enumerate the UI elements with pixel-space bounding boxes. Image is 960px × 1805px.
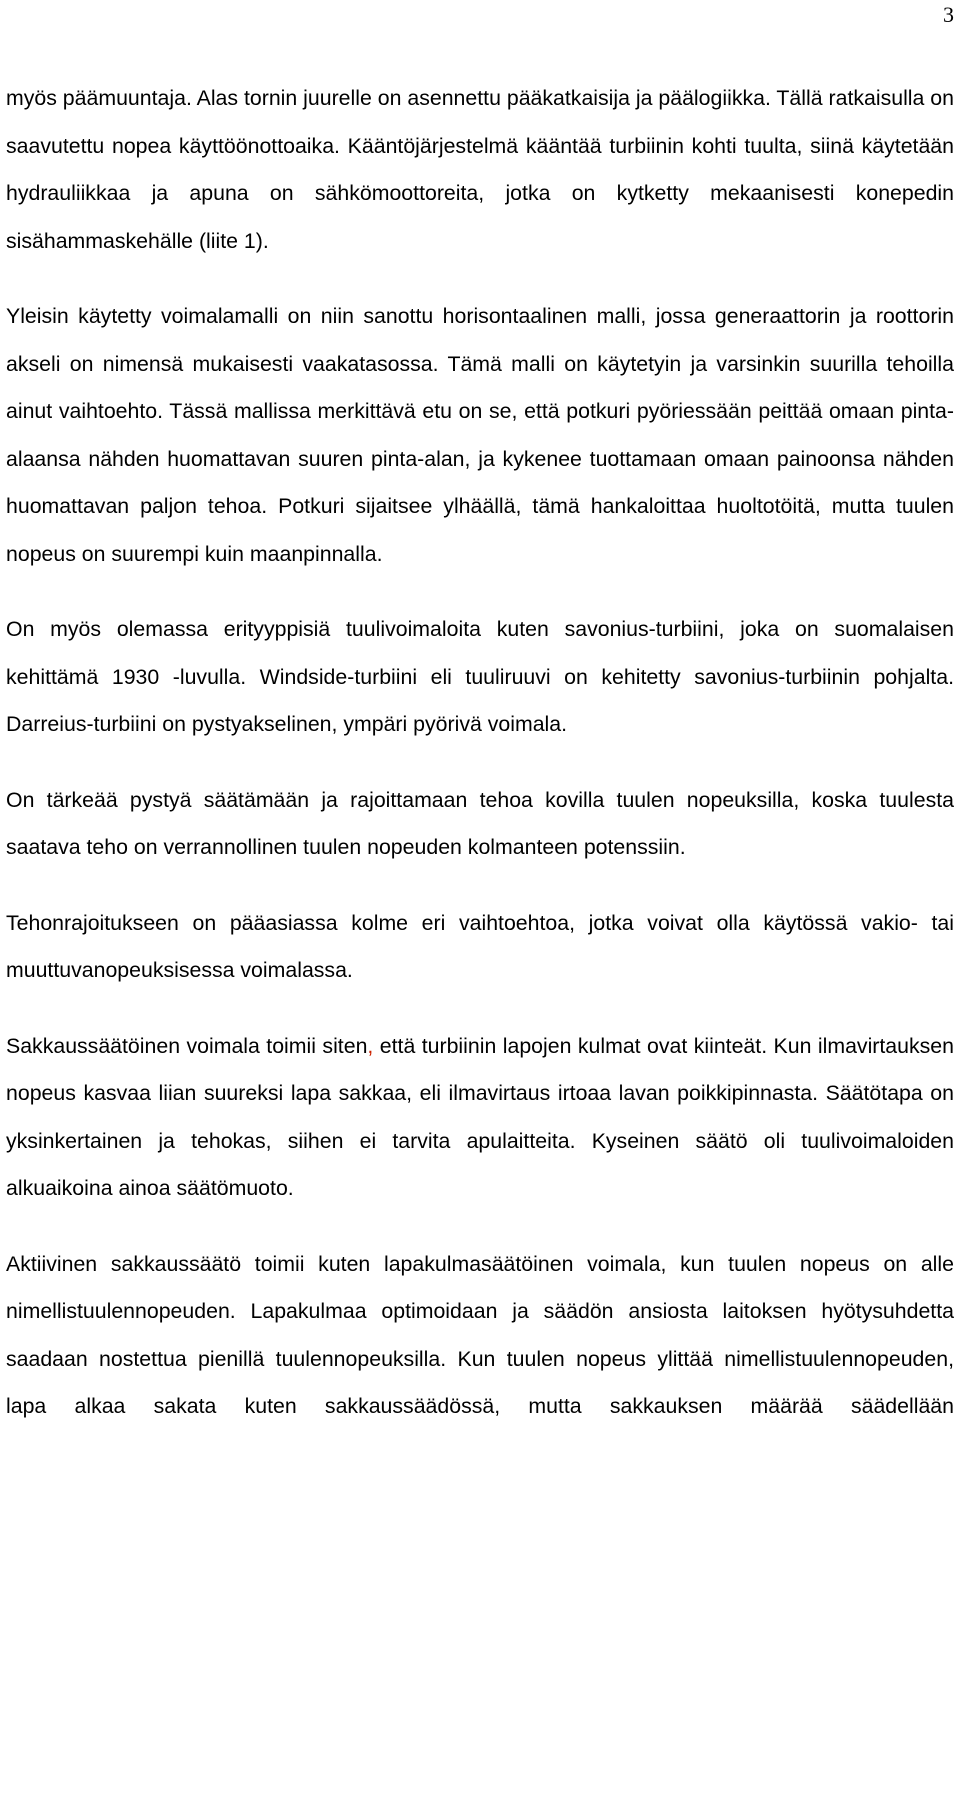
page-number: 3: [943, 2, 954, 27]
document-body: [6, 75, 954, 1459]
paragraph-6-rest: että turbiinin lapojen kulmat ovat kiinteät. Kun ilmavirtauksen nopeus kasvaa liian suureksi lapa sakkaa, eli ilmavirtaus irtoaa lavan poikkipinnasta. Säätötapa on yksinkertainen ja tehokas, siihen ei tarvita apulaitteita. Kyseinen säätö oli tuulivoimaloiden alkuaikoina ainoa säätömuoto.: [6, 1033, 954, 1200]
highlighted-comma: ,: [367, 1033, 374, 1058]
paragraph-6: [6, 1023, 954, 1213]
paragraph-4: On tärkeää pystyä säätämään ja rajoittamaan tehoa kovilla tuulen nopeuksilla, koska tuulesta saatava teho on verrannollinen tuulen nopeuden kolmanteen potenssiin.: [6, 787, 954, 859]
paragraph-6-start: Sakkaussäätöinen voimala toimii siten: [6, 1033, 368, 1058]
paragraph-1: myös päämuuntaja. Alas tornin juurelle on asennettu pääkatkaisija ja päälogiikka. Tällä ratkaisulla on saavutettu nopea käyttöönottoaika. Kääntöjärjestelmä kääntää turbiinin kohti tuulta, siinä käytetään hydrauliikkaa ja apuna on sähkömoottoreita, jotka on kytketty mekaanisesti konepedin sisähammaskehälle (liite 1).: [6, 86, 954, 253]
paragraph-3: On myös olemassa erityyppisiä tuulivoimaloita kuten savonius-turbiini, joka on suomalaisen kehittämä 1930 -luvulla. Windside-turbiini eli tuuliruuvi on kehitetty savonius-turbiinin pohjalta. Darreius-turbiini on pystyakselinen, ympäri pyörivä voimala.: [6, 617, 954, 736]
paragraph-5: Tehonrajoitukseen on pääasiassa kolme eri vaihtoehtoa, jotka voivat olla käytössä vakio- tai muuttuvanopeuksisessa voimalassa.: [6, 910, 954, 982]
paragraph-2: Yleisin käytetty voimalamalli on niin sanottu horisontaalinen malli, jossa generaattorin ja roottorin akseli on nimensä mukaisesti vaakatasossa. Tämä malli on käytetyin ja varsinkin suurilla tehoilla ainut vaihtoehto. Tässä mallissa merkittävä etu on se, että potkuri pyöriessään peittää omaan pinta-alaansa nähden huomattavan suuren pinta-alan, ja kykenee tuottamaan omaan painoonsa nähden huomattavan paljon tehoa. Potkuri sijaitsee ylhäällä, tämä hankaloittaa huoltotöitä, mutta tuulen nopeus on suurempi kuin maanpinnalla.: [6, 304, 954, 566]
paragraph-7: Aktiivinen sakkaussäätö toimii kuten lapakulmasäätöinen voimala, kun tuulen nopeus on alle nimellistuulennopeuden. Lapakulmaa optimoidaan ja säädön ansiosta laitoksen hyötysuhdetta saadaan nostettua pienillä tuulennopeuksilla. Kun tuulen nopeus ylittää nimellistuulennopeuden, lapa alkaa sakata kuten sakkaussäädössä, mutta sakkauksen määrää säädellään: [6, 1251, 954, 1418]
